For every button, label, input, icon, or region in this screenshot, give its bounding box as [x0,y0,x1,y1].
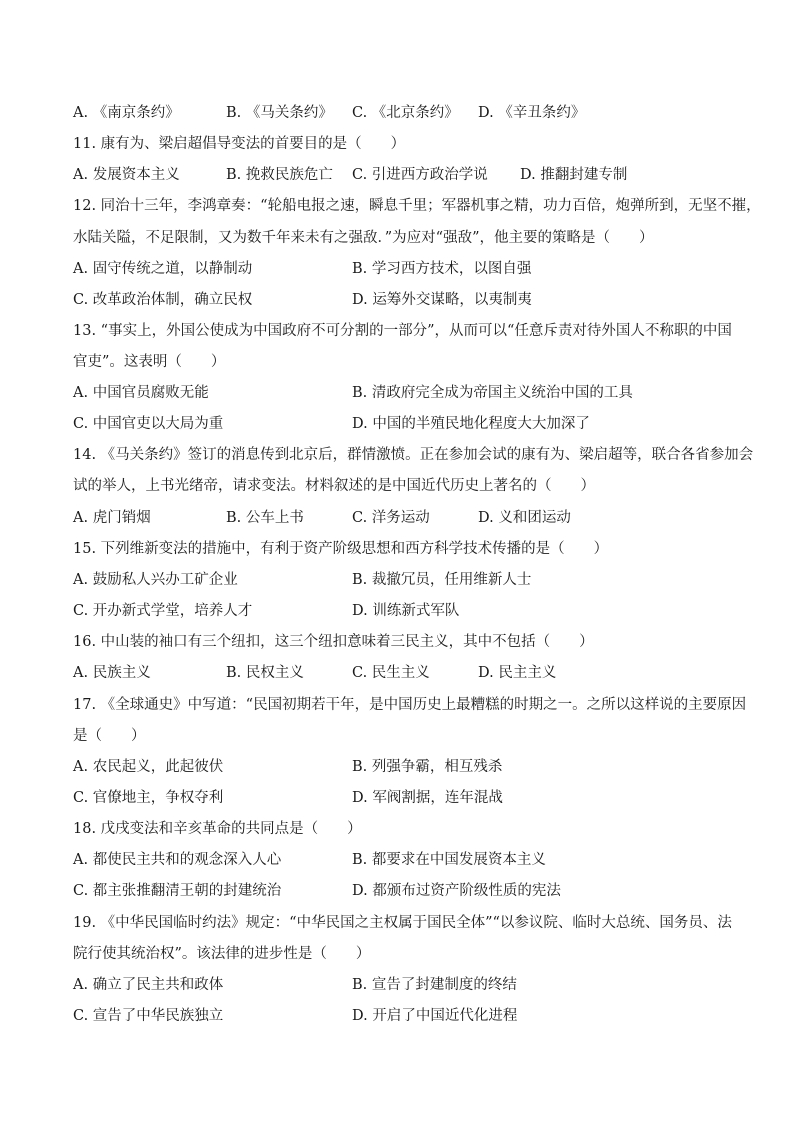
q12-option-a[interactable]: A. 固守传统之道，以静制动 [73,261,253,277]
q18-option-c[interactable]: C. 都主张推翻清王朝的封建统治 [73,883,282,899]
q16-stem: 16. 中山装的袖口有三个纽扣，这三个纽扣意味着三民主义，其中不包括（ ） [73,634,594,650]
q19-option-d[interactable]: D. 开启了中国近代化进程 [352,1008,518,1024]
q14-option-c[interactable]: C. 洋务运动 [352,510,430,526]
q10-option-c[interactable]: C. 《北京条约》 [352,105,459,121]
q11-stem: 11. 康有为、梁启超倡导变法的首要目的是（ ） [73,136,406,152]
q11-option-d[interactable]: D. 推翻封建专制 [520,167,628,183]
q18-option-b[interactable]: B. 都要求在中国发展资本主义 [352,852,546,868]
q17-option-a[interactable]: A. 农民起义，此起彼伏 [73,759,224,775]
q12-option-c[interactable]: C. 改革政治体制，确立民权 [73,292,253,308]
q15-stem: 15. 下列维新变法的措施中，有利于资产阶级思想和西方科学技术传播的是（ ） [73,541,609,557]
q17-option-c[interactable]: C. 官僚地主，争权夺利 [73,790,224,806]
q15-option-a[interactable]: A. 鼓励私人兴办工矿企业 [73,572,238,588]
q13-stem-line2: 官吏”。这表明（ ） [73,354,226,370]
q17-stem-line2: 是（ ） [73,728,146,744]
q16-option-c[interactable]: C. 民生主义 [352,665,430,681]
q18-stem: 18. 戊戌变法和辛亥革命的共同点是（ ） [73,821,362,837]
q11-option-b[interactable]: B. 挽救民族危亡 [226,167,333,183]
q14-stem-line2: 试的举人，上书光绪帝，请求变法。材料叙述的是中国近代历史上著名的（ ） [73,478,595,494]
q11-option-c[interactable]: C. 引进西方政治学说 [352,167,488,183]
q13-stem-line1: 13. “事实上，外国公使成为中国政府不可分割的一部分”，从而可以“任意斥责对待外国人不称职的中国 [73,323,732,339]
q17-option-b[interactable]: B. 列强争霸，相互残杀 [352,759,503,775]
q11-option-a[interactable]: A. 发展资本主义 [73,167,180,183]
q14-option-d[interactable]: D. 义和团运动 [478,510,571,526]
q18-option-a[interactable]: A. 都使民主共和的观念深入人心 [73,852,282,868]
q14-option-a[interactable]: A. 虎门销烟 [73,510,151,526]
q10-option-d[interactable]: D. 《辛丑条约》 [478,105,586,121]
q17-stem-line1: 17. 《全球通史》中写道：“民国初期若干年，是中国历史上最糟糕的时期之一。之所以这样说的主要原因 [73,697,747,713]
q19-option-a[interactable]: A. 确立了民主共和政体 [73,977,224,993]
q13-option-b[interactable]: B. 清政府完全成为帝国主义统治中国的工具 [352,385,633,401]
q12-stem-line1: 12. 同治十三年，李鸿章奏：“轮船电报之速，瞬息千里；军器机事之精，功力百倍，炮弹所到，无坚不摧， [73,198,761,214]
q12-stem-line2: 水陆关隘，不足限制，又为数千年来未有之强敌．”为应对“强敌”，他主要的策略是（ ） [73,230,654,246]
q15-option-b[interactable]: B. 裁撤冗员，任用维新人士 [352,572,532,588]
q19-option-b[interactable]: B. 宣告了封建制度的终结 [352,977,517,993]
q15-option-c[interactable]: C. 开办新式学堂，培养人才 [73,603,253,619]
q13-option-a[interactable]: A. 中国官员腐败无能 [73,385,209,401]
q13-option-c[interactable]: C. 中国官吏以大局为重 [73,416,224,432]
q19-stem-line1: 19. 《中华民国临时约法》规定：“中华民国之主权属于国民全体”“以参议院、临时大总统、国务员、法 [73,915,732,931]
q13-option-d[interactable]: D. 中国的半殖民地化程度大大加深了 [352,416,590,432]
q14-stem-line1: 14. 《马关条约》签订的消息传到北京后，群情激愤。正在参加会试的康有为、梁启超等，联合各省参加会 [73,447,754,463]
q16-option-a[interactable]: A. 民族主义 [73,665,151,681]
q19-option-c[interactable]: C. 宣告了中华民族独立 [73,1008,224,1024]
q15-option-d[interactable]: D. 训练新式军队 [352,603,460,619]
q10-option-a[interactable]: A. 《南京条约》 [73,105,180,121]
q17-option-d[interactable]: D. 军阀割据，连年混战 [352,790,503,806]
q18-option-d[interactable]: D. 都颁布过资产阶级性质的宪法 [352,883,561,899]
q16-option-b[interactable]: B. 民权主义 [226,665,304,681]
q12-option-d[interactable]: D. 运筹外交谋略，以夷制夷 [352,292,532,308]
q19-stem-line2: 院行使其统治权”。该法律的进步性是（ ） [73,946,371,962]
q10-option-b[interactable]: B. 《马关条约》 [226,105,333,121]
q14-option-b[interactable]: B. 公车上书 [226,510,304,526]
q12-option-b[interactable]: B. 学习西方技术，以图自强 [352,261,532,277]
q16-option-d[interactable]: D. 民主主义 [478,665,557,681]
